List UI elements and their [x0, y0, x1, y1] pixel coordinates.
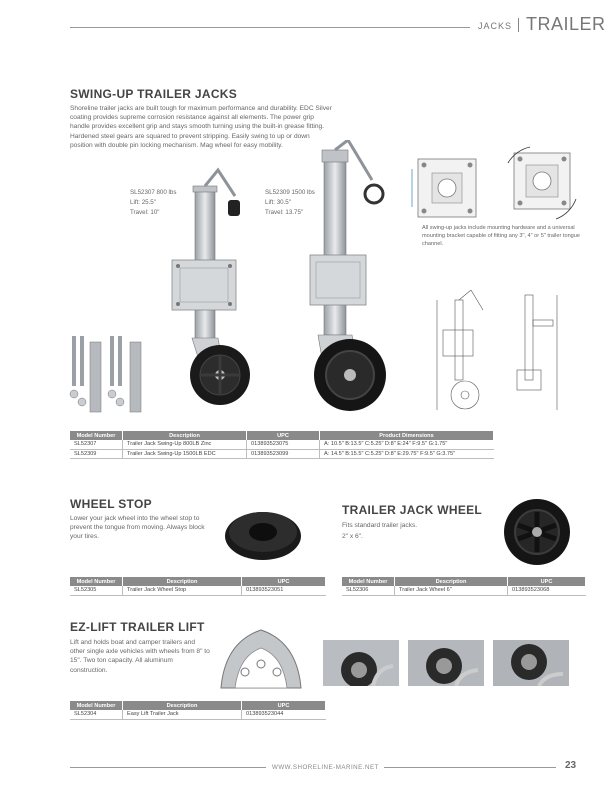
page-number: 23	[565, 760, 577, 771]
cell-upc: 013893523051	[242, 586, 326, 595]
col-model-number: Model Number	[70, 577, 123, 586]
header-category: JACKS	[478, 21, 513, 31]
jack1-travel: Travel: 10"	[130, 209, 160, 216]
col-model-number: Model Number	[70, 431, 123, 440]
jack-wheel-desc-line-1: Fits standard trailer jacks.	[342, 522, 418, 529]
wheel-stop-title: WHEEL STOP	[70, 497, 152, 511]
cell-model: SL52304	[70, 710, 123, 719]
col-upc: UPC	[508, 577, 586, 586]
table-header-row	[342, 577, 586, 586]
ez-lift-usage-photo-2	[408, 640, 484, 686]
jack-wheel-title: TRAILER JACK WHEEL	[342, 503, 483, 517]
table-header-row	[70, 701, 326, 710]
cell-model: SL52305	[70, 586, 123, 595]
col-product-dimensions: Product Dimensions	[320, 431, 494, 440]
cell-upc: 013893523075	[247, 440, 320, 449]
table-row	[70, 449, 494, 459]
table-header-row	[70, 431, 494, 440]
footer-rule-right	[384, 767, 556, 768]
col-description: Description	[123, 431, 247, 440]
table-row	[70, 440, 494, 449]
jack-wheel-image	[502, 497, 572, 567]
col-description: Description	[123, 577, 242, 586]
jack-wheel-desc-line-2: 2" x 6".	[342, 533, 363, 540]
table-row	[70, 710, 326, 719]
jack2-travel: Travel: 13.75"	[265, 209, 304, 216]
table-row	[70, 586, 326, 595]
cell-description: Trailer Jack Wheel Stop	[123, 586, 242, 595]
header-rule	[70, 27, 470, 28]
cell-model: SL52309	[70, 449, 123, 459]
col-upc: UPC	[242, 701, 326, 710]
jack1-model-capacity: SL52307 800 lbs	[130, 189, 177, 196]
col-upc: UPC	[242, 577, 326, 586]
col-model-number: Model Number	[70, 701, 123, 710]
wheel-stop-spec-table	[70, 577, 326, 596]
ez-lift-image	[215, 622, 307, 694]
jack2-model-capacity: SL52309 1500 lbs	[265, 189, 315, 196]
jack-wheel-description	[342, 520, 472, 542]
wheel-stop-description: Lower your jack wheel into the wheel stop to prevent the tongue from moving. Always block your tires.	[70, 515, 205, 541]
ez-lift-usage-photo-3	[493, 640, 569, 686]
table-header-row	[70, 577, 326, 586]
col-description: Description	[395, 577, 508, 586]
cell-model: SL52307	[70, 440, 123, 449]
header-separator	[518, 18, 519, 32]
jack-dimension-drawings	[435, 290, 565, 420]
ez-lift-title: EZ-LIFT TRAILER LIFT	[70, 620, 205, 634]
mounting-bracket-diagram-1	[410, 155, 486, 221]
mounting-caption: All swing-up jacks include mounting hardware and a universal mounting bracket capable of fitting any 3", 4" or 5" trailer tongue channel.	[422, 225, 581, 247]
table-row	[342, 586, 586, 595]
mounting-hardware-image	[68, 332, 158, 414]
header-title: TRAILER	[526, 14, 606, 34]
cell-upc: 013893523068	[508, 586, 586, 595]
footer-rule-left	[70, 767, 266, 768]
col-description: Description	[123, 701, 242, 710]
footer-url[interactable]: WWW.SHORELINE-MARINE.NET	[272, 764, 379, 771]
ez-lift-spec-table	[70, 701, 326, 720]
jack-1500lb-image	[300, 140, 400, 418]
cell-upc: 013893523099	[247, 449, 320, 459]
ez-lift-usage-photo-1	[323, 640, 399, 686]
wheel-stop-image	[222, 502, 304, 564]
swing-up-description: Shoreline trailer jacks are built tough for maximum performance and durability. EDC Silver coating provides supreme corrosion resistance against all elements. The power grip handle provides excellent grip and stays smooth turning using the built-in grease fitting. Hardened steel gears are squared to prevent stripping. Easily swing to up or down position with double pin locking mechanism. Mag wheel for easy mobility.	[70, 105, 332, 149]
jack2-lift: Lift: 30.5"	[265, 199, 291, 206]
cell-upc: 013893523044	[242, 710, 326, 719]
cell-dimensions: A: 14.5" B:15.5" C:5.25" D:8" E:29.75" F:9.5" G:3.75"	[320, 449, 494, 459]
jack1-lift: Lift: 25.5"	[130, 199, 156, 206]
col-model-number: Model Number	[342, 577, 395, 586]
jack-wheel-spec-table	[342, 577, 586, 596]
col-upc: UPC	[247, 431, 320, 440]
cell-dimensions: A: 10.5" B:13.5" C:5.25" D:8" E:24" F:9.5" G:1.75"	[320, 440, 494, 449]
swing-up-title: SWING-UP TRAILER JACKS	[70, 87, 238, 101]
cell-description: Trailer Jack Swing-Up 1500LB EDC	[123, 449, 247, 459]
cell-description: Trailer Jack Swing-Up 800LB Zinc	[123, 440, 247, 449]
ez-lift-description: Lift and holds boat and camper trailers and other single axle vehicles with wheels from 8" to 15". Two ton capacity. All aluminum construction.	[70, 639, 210, 674]
swing-up-spec-table	[70, 431, 494, 459]
cell-model: SL52306	[342, 586, 395, 595]
cell-description: Easy Lift Trailer Jack	[123, 710, 242, 719]
mounting-bracket-diagram-2	[500, 143, 584, 223]
cell-description: Trailer Jack Wheel 6"	[395, 586, 508, 595]
jack-800lb-image	[160, 150, 260, 412]
